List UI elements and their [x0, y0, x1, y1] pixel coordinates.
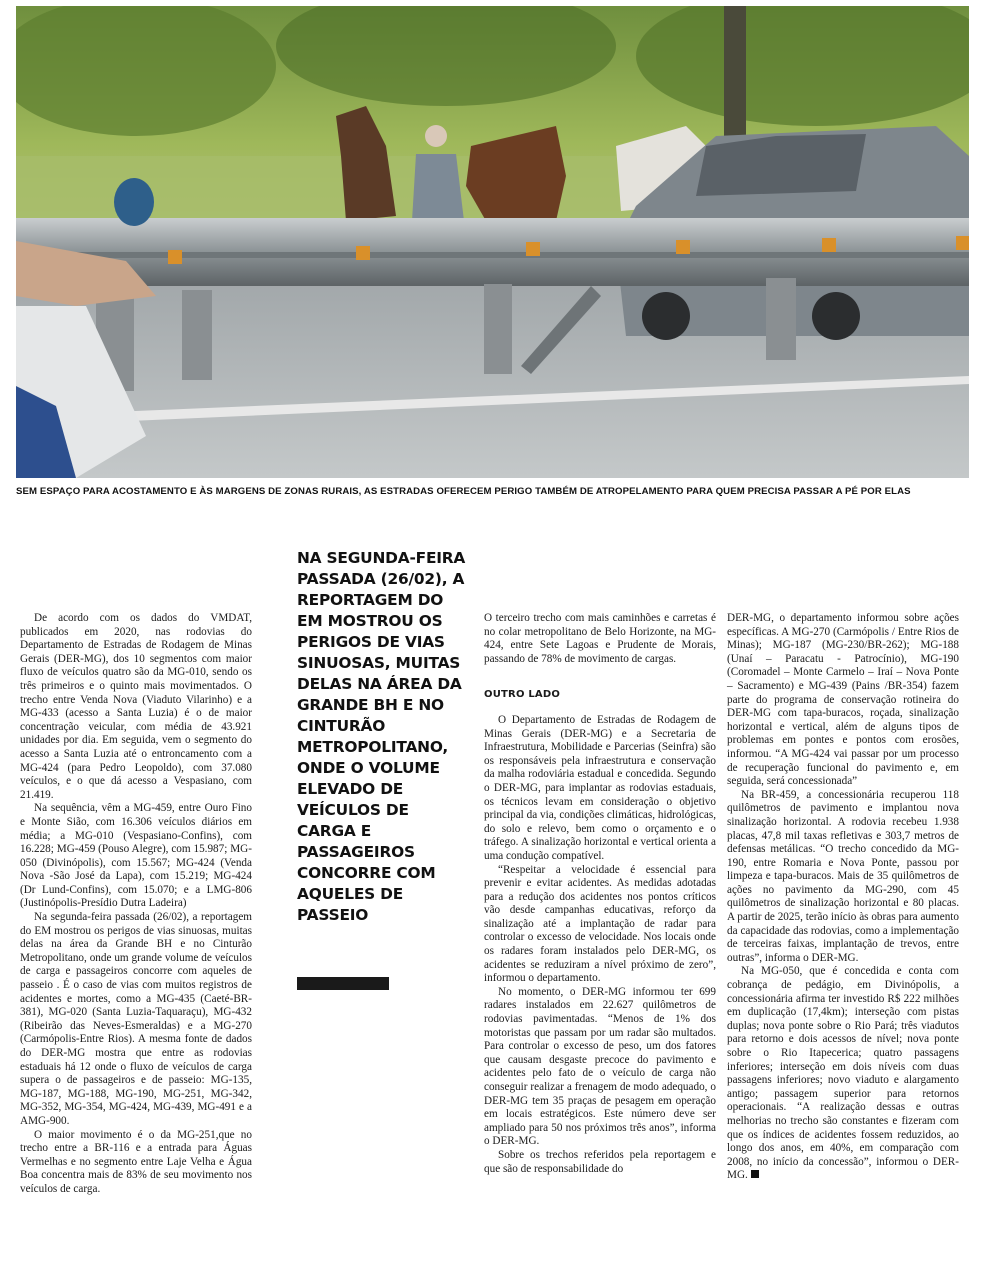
road-horses-photo — [16, 6, 969, 478]
paragraph: O Departamento de Estradas de Rodagem de Minas Gerais (DER-MG) e a Secretaria de Infraestrutura, Mobilidade e Parcerias (Seinfra) são os responsáveis pela infraestrutura e conservação da malha rodoviária estadual e concedida. Segundo o DER-MG, para implantar as rodovias estaduais, os técnicos levam em consideração o objetivo principal da via, condições climáticas, hidrológicas, do solo e relevo, bem como o orçamento e o tráfego. A sinalização horizontal e vertical orienta a uma condução compatível. — [484, 713, 716, 862]
article-column-4 — [727, 612, 959, 1288]
end-of-article-mark — [751, 1170, 759, 1178]
paragraph: O maior movimento é o da MG-251,que no trecho entre a BR-116 e a entrada para Águas Vermelhas e no segmento entre Laje Velha e Água Boa concentra mais de 83% de seu movimento nos veículos de carga. — [20, 1128, 252, 1195]
paragraph — [727, 965, 959, 1183]
paragraph: Sobre os trechos referidos pela reportagem e que são de responsabilidade do — [484, 1148, 716, 1175]
paragraph: Na BR-459, a concessionária recuperou 118 quilômetros de pavimento e implantou nova sinalização horizontal. A rodovia recebeu 1.938 placas, 47,8 mil taxas refletivas e 303,7 metros de defensas metálicas. “O trecho concedido da MG-190, entre Romaria e Nova Ponte, passou por limpeza e tapa-buracos. Mais de 35 quilômetros de ações no pavimento da MG-290, com 45 quilômetros de sinalização horizontal e 80 placas. A partir de 2025, terão início às obras para aumento da capacidade das rodovias, como a implementação de terceiras faixas, implantação de trevos, entre outras”, informa o DER-MG. — [727, 788, 959, 964]
photo-caption: SEM ESPAÇO PARA ACOSTAMENTO E ÀS MARGENS DE ZONAS RURAIS, AS ESTRADAS OFERECEM PERIGO TAMBÉM DE ATROPELAMENTO PARA QUEM PRECISA PASSAR A PÉ POR ELAS — [16, 486, 911, 497]
article-column-3 — [484, 612, 716, 1286]
paragraph: DER-MG, o departamento informou sobre ações específicas. A MG-270 (Carmópolis / Entre Rios de Minas); MG-187 (MG-230/BR-262); MG-188 (Unaí – Paracatu - Patrocínio), MG-190 (Coromadel – Monte Carmelo – Iraí – Nova Ponte – Sacramento) e MG-439 (Pains /BR-354) fazem parte do programa de conservação rotineira do DER-MG com tapa-buracos, roçada, sinalização horizontal e vertical, além de alguns tipos de problemas em pontes e pontos com erosões, informou. “A MG-424 vai passar por um processo de recuperação funcional do pavimento e, em seguida, será concessionada” — [727, 612, 959, 788]
article-column-1 — [20, 612, 252, 1286]
paragraph: No momento, o DER-MG informou ter 699 radares instalados em 22.627 quilômetros de rodovias pavimentadas. “Menos de 1% dos motoristas que passam por um radar são multados. Para controlar o excesso de peso, um dos fatores que causam desgaste precoce do pavimento e acidentes pelo fato de o veículo de carga não conseguir realizar a frenagem de modo adequado, o DER-MG tem 35 praças de pesagem em operação em locais estratégicos. Este número deve ser ampliado para 50 nos próximos três anos”, informa o DER-MG. — [484, 985, 716, 1148]
paragraph: De acordo com os dados do VMDAT, publicados em 2020, nas rodovias do Departamento de Estradas de Rodagem de Minas Gerais (DER-MG), dos 10 segmentos com maior fluxo de veículos quatro são da MG-010, sendo os três primeiros e o quinto mais movimentados. O trecho entre Venda Nova (Viaduto Vilarinho) e a MG-433 (acesso a Santa Luzia) é o de maior concentração veicular, com média de 43.921 unidades por dia. Em seguida, vem o segmento do acesso a Santa Luzia até o entroncamento com a MG-424 (para Pedro Leopoldo), com 37.080 veículos, e o que dá acesso a Vespasiano, com 21.419. — [20, 612, 252, 801]
paragraph: Na segunda-feira passada (26/02), a reportagem do EM mostrou os perigos de vias sinuosas, muitas delas na área da Grande BH e no Cinturão Metropolitano, onde um grande volume de veículos de carga e passageiros concorre com aqueles de passeio . É o caso de vias com muitos registros de acidentes e mortes, como a MG-435 (Caeté-BR-381), MG-020 (Santa Luzia-Taquaraçu), MG-432 (Ribeirão das Neves-Esmeraldas) e a MG-270 (Carmópolis-Entre Rios). A mesma fonte de dados do DER-MG mostra que entre as rodovias estaduais há 12 onde o fluxo de veículos de carga supera o de passageiros e de passeio: MG-135, MG-187, MG-188, MG-190, MG-251, MG-342, MG-352, MG-354, MG-424, MG-439, MG-491 e a AMG-900. — [20, 911, 252, 1127]
article-photo — [16, 6, 969, 478]
paragraph: Na sequência, vêm a MG-459, entre Ouro Fino e Monte Sião, com 16.306 veículos diários em média; a MG-010 (Vespasiano-Confins), com 16.228; MG-459 (Pouso Alegre), com 15.987; MG-050 (Divinópolis), com 15.567; MG-424 (Venda Nova -São José da Lapa), com 15.219; MG-424 (Dr Lund-Confins), com 15.070; e a LMG-806 (Justinópolis-Presídio Dutra Ladeira) — [20, 802, 252, 910]
section-subhead: OUTRO LADO — [484, 689, 561, 701]
paragraph: O terceiro trecho com mais caminhões e carretas é no colar metropolitano de Belo Horizonte, na MG-424, entre Sete Lagoas e Prudente de Morais, passando de 78% de movimento de cargas. — [484, 612, 716, 665]
pull-quote: NA SEGUNDA-FEIRA PASSADA (26/02), A REPORTAGEM DO EM MOSTROU OS PERIGOS DE VIAS SINUOSAS, MUITAS DELAS NA ÁREA DA GRANDE BH E NO CINTURÃO METROPOLITANO, ONDE O VOLUME ELEVADO DE VEÍCULOS DE CARGA E PASSAGEIROS CONCORRE COM AQUELES DE PASSEIO — [297, 549, 466, 924]
paragraph-text: Na MG-050, que é concedida e conta com cobrança de pedágio, em Divinópolis, a concessionária afirma ter investido R$ 222 milhões em duplicação (17,4km); interseção com pistas duplas; nova ponte sobre o Rio Pará; três viadutos para retorno e dois acessos de nível; nova ponte sobre o Rio Itapecerica; quatro passagens inferiores; interseção em dois níveis com duas passagens inferiores; novo viaduto e alargamento antigo; passagem superior para retornos operacionais. “A realização dessas e outras melhorias no trecho são constantes e fizeram com que os índices de acidentes fossem reduzidos, ao longo dos anos, em 40%, em comparação com 2008, no início da concessão”, informou o DER-MG. — [727, 965, 959, 1182]
paragraph: “Respeitar a velocidade é essencial para prevenir e evitar acidentes. As medidas adotadas para a redução dos acidentes nos pontos críticos vão desde campanhas educativas, reforço da sinalização até a implantação de radar para controlar o excesso de velocidade. Nos locais onde os radares foram instalados pelo DER-MG, os acidentes se reduziram a nível próximo de zero”, informou o departamento. — [484, 863, 716, 985]
pull-quote-rule — [297, 977, 389, 990]
